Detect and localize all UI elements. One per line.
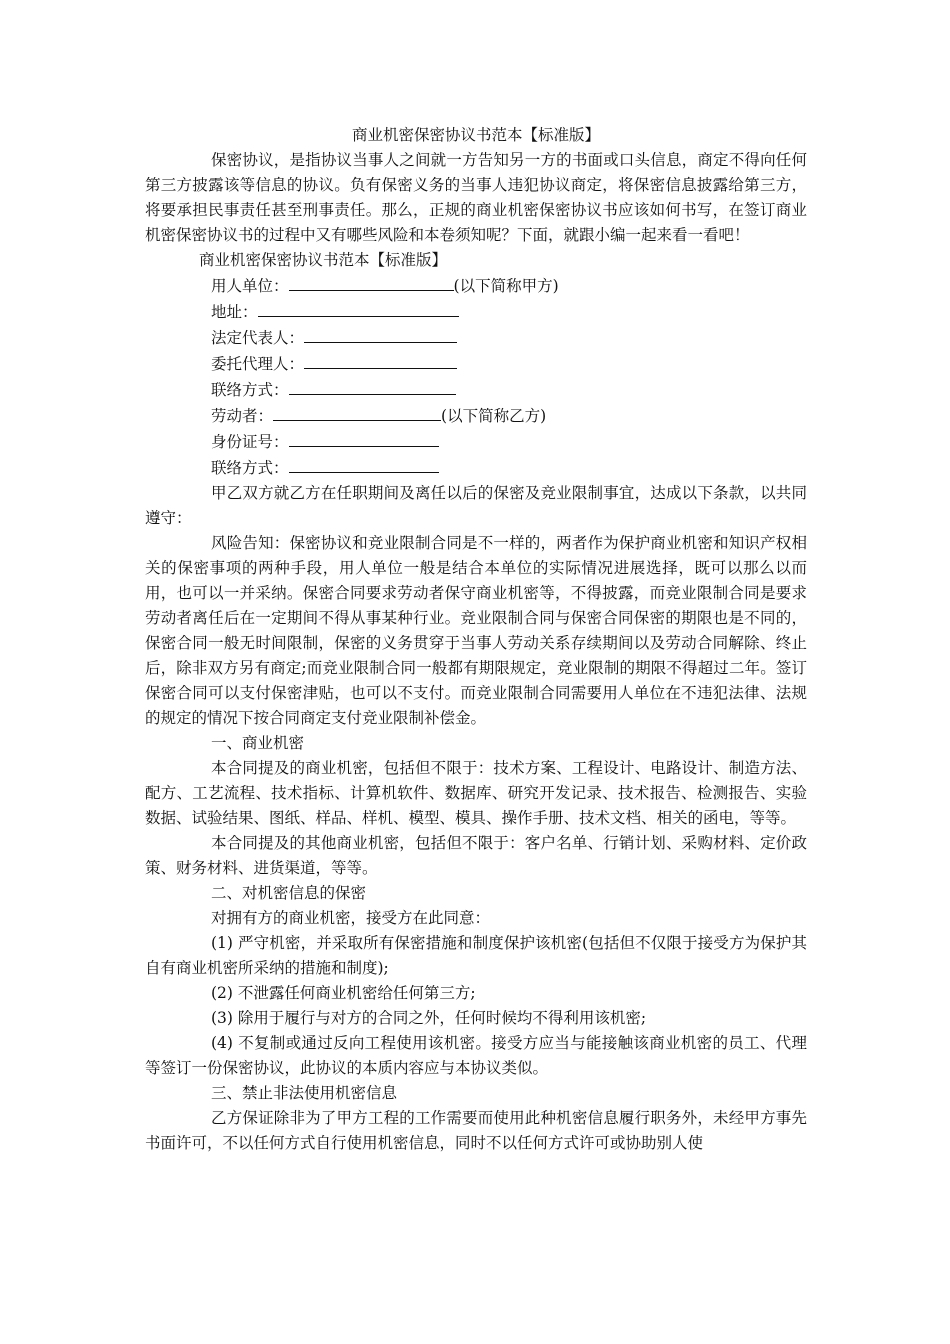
field-label: 联络方式： [211,381,289,399]
field-suffix: (以下简称甲方) [453,277,559,295]
field-authorized-agent [145,351,807,377]
field-id-number [145,429,807,455]
agreement-subtitle: 商业机密保密协议书范本【标准版】 [199,251,448,269]
section-2-item: (4) 不复制或通过反向工程使用该机密。接受方应当与能接触该商业机密的员工、代理等签订一份保密协议，此协议的本质内容应与本协议类似。 [145,1034,807,1077]
field-suffix: (以下简称乙方) [441,407,547,425]
section-1-paragraph-2: 本合同提及的其他商业机密，包括但不限于：客户名单、行销计划、采购材料、定价政策、财务材料、进货渠道，等等。 [145,834,807,877]
section-2-item: (2) 不泄露任何商业机密给任何第三方; [211,984,476,1002]
intro-paragraph: 保密协议，是指协议当事人之间就一方告知另一方的书面或口头信息，商定不得向任何第三方披露该等信息的协议。负有保密义务的当事人违犯协议商定，将保密信息披露给第三方，将要承担民事责任甚至刑事责任。那么，正规的商业机密保密协议书应该如何书写，在签订商业机密保密协议书的过程中又有哪些风险和本卷须知呢？下面，就跟小编一起来看一看吧！ [145,151,807,244]
field-label: 用人单位： [211,277,289,295]
field-address [145,299,807,325]
field-label: 劳动者： [211,407,274,425]
field-label: 地址： [211,303,258,321]
field-contact-employee [145,455,807,481]
field-employer [145,273,807,299]
field-label: 身份证号： [211,433,289,451]
section-2-item: (1) 严守机密，并采取所有保密措施和制度保护该机密(包括但不仅限于接受方为保护其自有商业机密所采纳的措施和制度); [145,934,807,977]
field-label: 委托代理人： [211,355,305,373]
field-label: 联络方式： [211,459,289,477]
fill-in-blank [304,325,457,343]
fill-in-blank [258,299,459,317]
field-legal-representative [145,325,807,351]
section-3-heading: 三、禁止非法使用机密信息 [211,1084,398,1102]
fill-in-blank [289,429,439,447]
document-title: 商业机密保密协议书范本【标准版】 [351,126,600,144]
section-1-heading: 一、商业机密 [211,734,305,752]
field-employee [145,403,807,429]
field-contact-employer [145,377,807,403]
section-2-heading: 二、对机密信息的保密 [211,884,367,902]
section-1-paragraph-1: 本合同提及的商业机密，包括但不限于：技术方案、工程设计、电路设计、制造方法、配方、工艺流程、技术指标、计算机软件、数据库、研究开发记录、技术报告、检测报告、实验数据、试验结果、图纸、样品、样机、模型、模具、操作手册、技术文档、相关的函电，等等。 [145,759,807,827]
fill-in-blank [304,351,457,369]
risk-notice-paragraph: 风险告知：保密协议和竞业限制合同是不一样的，两者作为保护商业机密和知识产权相关的保密事项的两种手段，用人单位一般是结合本单位的实际情况进展选择，既可以那么以而用，也可以一并采纳。保密合同要求劳动者保守商业机密等，不得披露，而竞业限制合同是要求劳动者离任后在一定期间不得从事某种行业。竞业限制合同与保密合同保密的期限也是不同的，保密合同一般无时间限制，保密的义务贯穿于当事人劳动关系存续期间以及劳动合同解除、终止后，除非双方另有商定;而竞业限制合同一般都有期限规定，竞业限制的期限不得超过二年。签订保密合同可以支付保密津贴，也可以不支付。而竞业限制合同需要用人单位在不违犯法律、法规的规定的情况下按合同商定支付竞业限制补偿金。 [145,534,807,727]
fill-in-blank [289,377,456,395]
section-3-paragraph-1: 乙方保证除非为了甲方工程的工作需要而使用此种机密信息履行职务外，未经甲方事先书面许可，不以任何方式自行使用机密信息，同时不以任何方式许可或协助别人使 [145,1109,807,1152]
fill-in-blank [289,455,439,473]
fill-in-blank [289,273,454,291]
section-2-lead: 对拥有方的商业机密，接受方在此同意： [211,909,491,927]
field-label: 法定代表人： [211,329,305,347]
document-body [145,123,807,1156]
section-2-item: (3) 除用于履行与对方的合同之外，任何时候均不得利用该机密; [211,1009,647,1027]
fill-in-blank [273,403,441,421]
agreement-paragraph: 甲乙双方就乙方在任职期间及离任以后的保密及竞业限制事宜，达成以下条款，以共同遵守： [145,484,807,527]
